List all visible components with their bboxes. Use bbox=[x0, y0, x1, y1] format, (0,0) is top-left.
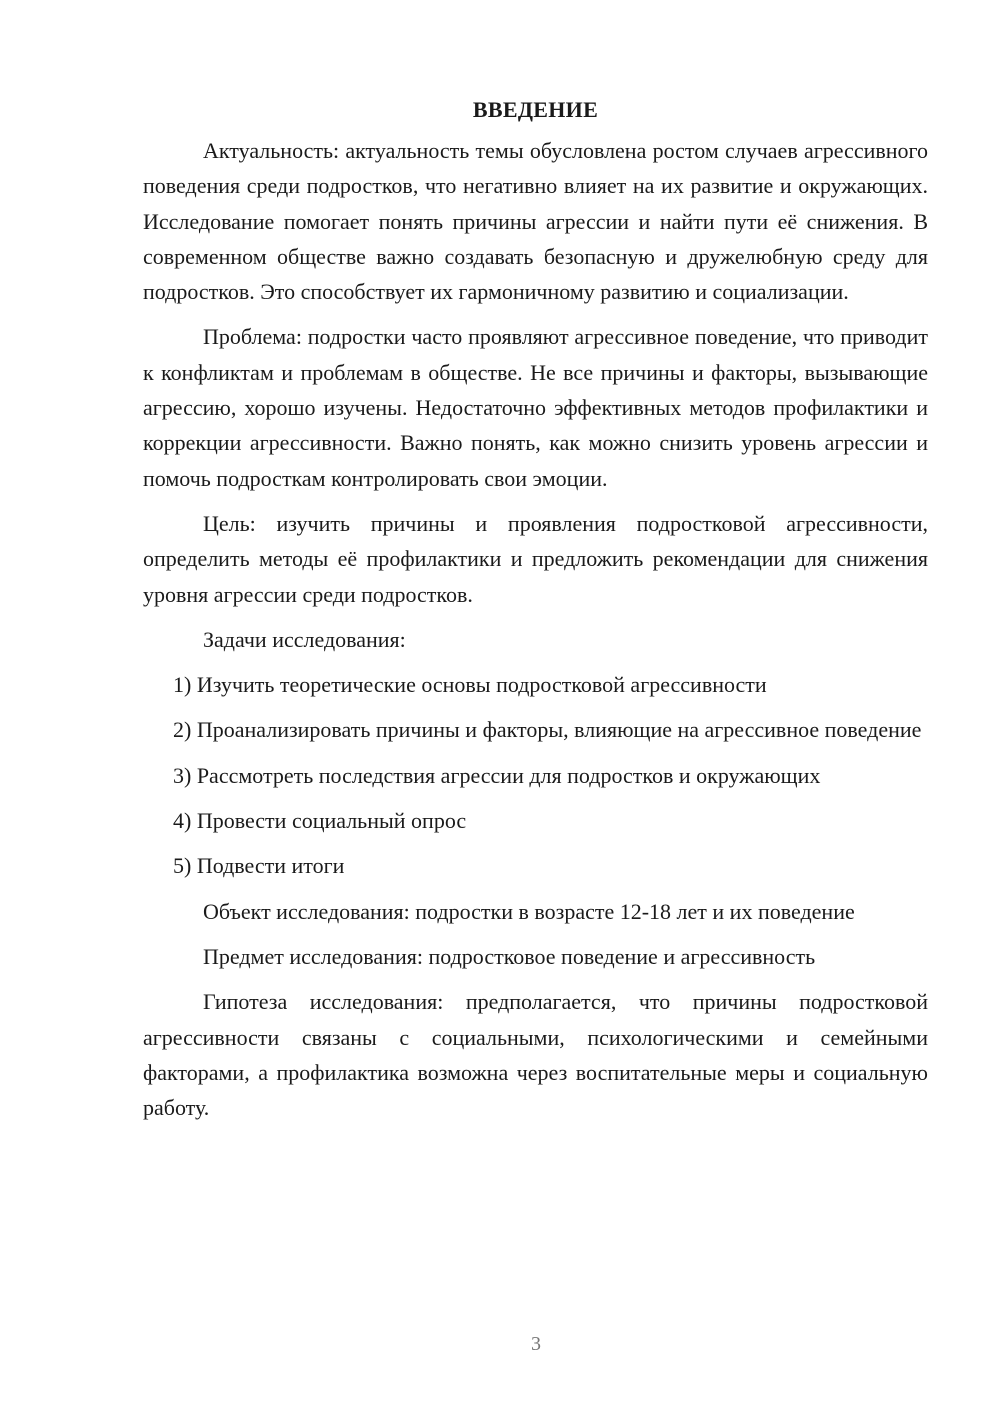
document-page bbox=[143, 92, 928, 1135]
paragraph-problem: Проблема: подростки часто проявляют агрессивное поведение, что приводит к конфликтам и проблемам в обществе. Не все причины и факторы, вызывающие агрессию, хорошо изучены. Недостаточно эффективных методов профилактики и коррекции агрессивности. Важно понять, как можно снизить уровень агрессии и помочь подросткам контролировать свои эмоции. bbox=[143, 324, 928, 491]
task-item-1: 1) Изучить теоретические основы подростковой агрессивности bbox=[173, 672, 767, 698]
task-item-3: 3) Рассмотреть последствия агрессии для подростков и окружающих bbox=[173, 762, 821, 788]
paragraph-tasks-heading: Задачи исследования: bbox=[203, 626, 406, 652]
task-item-4: 4) Провести социальный опрос bbox=[173, 808, 467, 834]
paragraph-goal: Цель: изучить причины и проявления подростковой агрессивности, определить методы её профилактики и предложить рекомендации для снижения уровня агрессии среди подростков. bbox=[143, 510, 928, 607]
paragraph-relevance: Актуальность: актуальность темы обусловлена ростом случаев агрессивного поведения среди подростков, что негативно влияет на их развитие и окружающих. Исследование помогает понять причины агрессии и найти пути её снижения. В современном обществе важно создавать безопасную и дружелюбную среду для подростков. Это способствует их гармоничному развитию и социализации. bbox=[143, 138, 928, 305]
paragraph-hypothesis: Гипотеза исследования: предполагается, что причины подростковой агрессивности связаны с социальными, психологическими и семейными факторами, а профилактика возможна через воспитательные меры и социальную работу. bbox=[143, 989, 928, 1121]
task-item-5: 5) Подвести итоги bbox=[173, 853, 345, 879]
paragraph-subject: Предмет исследования: подростковое поведение и агрессивность bbox=[203, 943, 816, 969]
task-item-2: 2) Проанализировать причины и факторы, влияющие на агрессивное поведение bbox=[173, 717, 922, 743]
section-title: ВВЕДЕНИЕ bbox=[472, 97, 599, 122]
page-number: 3 bbox=[531, 1333, 541, 1355]
paragraph-object: Объект исследования: подростки в возрасте 12-18 лет и их поведение bbox=[203, 898, 855, 924]
